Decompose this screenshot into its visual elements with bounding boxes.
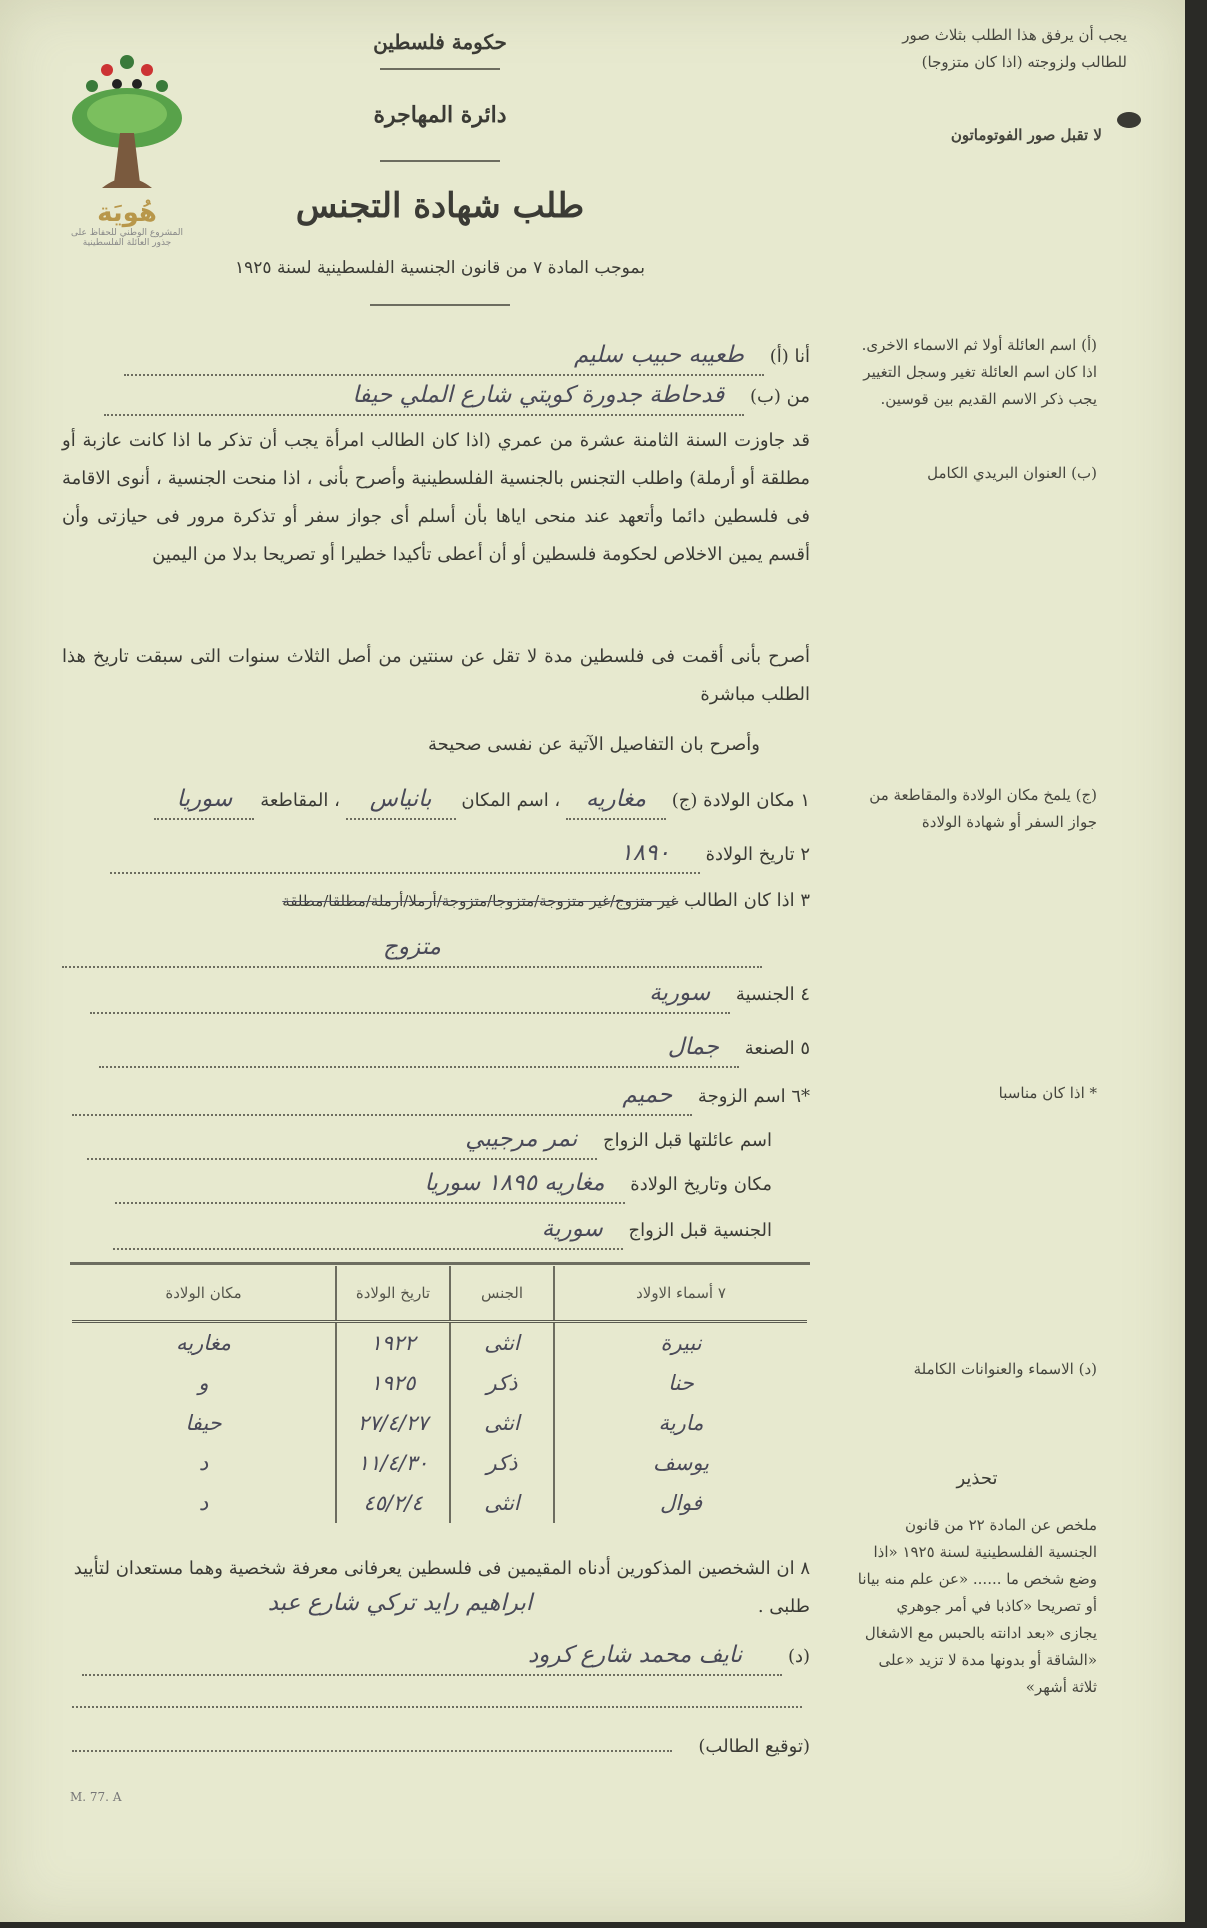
header-divider-1 [380,68,500,70]
child-name-cell: يوسف [554,1443,807,1483]
wife-family-value: نمر مرجيبي [87,1120,597,1160]
warning-title: تحذير [956,1468,998,1489]
wife-nationality-label: الجنسية قبل الزواج [628,1220,772,1241]
child-sex-cell: انثى [450,1403,554,1443]
table-top-rule [70,1262,810,1265]
blank-line-2 [72,1750,672,1752]
applicant-signature-label: (توقيع الطالب) [698,1736,810,1757]
from-label: من (ب) [749,386,810,407]
wife-family-label: اسم عائلتها قبل الزواج [602,1130,772,1151]
nationality-label: ٤ الجنسية [735,984,810,1005]
line-wife-birth [62,1164,772,1204]
child-birthdate-cell: ١٩٢٥ [336,1363,450,1403]
hawiya-logo [62,48,192,268]
child-birthplace-cell: د [198,1451,209,1475]
side-note-b: (ب) العنوان البريدي الكامل [927,464,1097,482]
line-reference-2 [62,1636,810,1676]
line-nationality [62,974,810,1014]
ink-blot [1117,112,1141,128]
child-birthdate-cell: ١١/٤/٣٠ [336,1443,450,1483]
section8-text: ٨ ان الشخصين المذكورين أدناه المقيمين فى فلسطين يعرفانى معرفة شخصية وهما مستعدان لتأييد طلبى . [73,1558,810,1617]
status-label: ٣ اذا كان الطالب [683,890,810,911]
occupation-label: ٥ الصنعة [744,1038,810,1059]
child-name-cell: مارية [554,1403,807,1443]
child-sex-cell: انثى [450,1483,554,1523]
no-photomaton-note: لا تقبل صور الفوتوماتون [950,126,1102,144]
line-i-am [70,336,810,376]
child-birthplace-cell: و [198,1371,209,1395]
side-note-c: (ج) يلمخ مكان الولادة والمقاطعة من جواز السفر أو شهادة الولادة [869,786,1097,831]
children-table-body [72,1322,807,1524]
child-name-cell: حنا [554,1363,807,1403]
wife-birth-value: مغاريه ١٨٩٥ سوريا [115,1164,625,1204]
wife-birth-label: مكان وتاريخ الولادة [630,1174,772,1195]
col-child-name: ٧ أسماء الاولاد [554,1266,807,1322]
form-code: M. 77. A [70,1790,122,1804]
line-status [62,882,810,920]
line-occupation [62,1028,810,1068]
wife-label: *٦ اسم الزوجة [697,1086,810,1107]
logo-subtitle-1: المشروع الوطني للحفاظ على [70,228,183,238]
side-note-a: (أ) اسم العائلة أولا ثم الاسماء الاخرى. اذا كان اسم العائلة تغير وسجل التغيير يجب ذكر الاسم القديم بين قوسين. [861,336,1097,408]
declaration-paragraph: قد جاوزت السنة الثامنة عشرة من عمري (اذا كان الطالب امرأة يجب أن تذكر ما اذا كانت عازبة أو مطلقة أو أرملة) واطلب التجنس بالجنسية الفلسطينية وأصرح بأنى ، اذا منحت الجنسية ، أنوى الاقامة فى فلسطين دائما وأتعهد عند منحى اياها بأن أسلم أى جواز سفر أو تذكرة مرور فى حيازتى وأن أقسم يمين الاخلاص لحكومة فلسطين أو أن أعطى تأكيدا خطيرا أو تصريحا بدلا من اليمين [62,430,810,565]
child-sex-cell: ذكر [450,1363,554,1403]
status-value: متزوج [62,928,762,968]
line-wife [62,1076,810,1116]
child-birthdate-cell: ٢٧/٤/٢٧ [336,1403,450,1443]
child-birthplace-cell: مغاريه [175,1331,232,1355]
government-heading: حكومة فلسطين [373,30,507,54]
birthplace-value: مغاريه [566,780,666,820]
side-note-star: * اذا كان مناسبا [998,1084,1097,1102]
header-divider-2 [380,160,500,162]
place-name-label: ، اسم المكان [461,790,561,811]
line-status-value [62,928,762,968]
wife-nationality-value: سورية [113,1210,623,1250]
wife-value: حميم [72,1076,692,1116]
tree-logo-icon [62,48,192,198]
district-value: سوريا [154,780,254,820]
header-divider-3 [370,304,510,306]
table-row [72,1483,807,1523]
district-label: ، المقاطعة [260,790,340,811]
line-birthdate [62,834,810,874]
logo-name: هُويَة [97,198,157,228]
occupation-value: جمال [99,1028,739,1068]
line-wife-family [62,1120,772,1160]
line-wife-nationality [62,1210,772,1250]
i-am-label: أنا (أ) [769,346,810,367]
d-label: (د) [787,1646,810,1667]
from-value: قدحاطة جدورة كويتي شارع الملي حيفا [104,376,744,416]
warning-body: ملخص عن المادة ٢٢ من قانون الجنسية الفلسطينية لسنة ١٩٢٥ «اذا وضع شخص ما ...... «عن علم منه بيانا أو تصريحا «كاذبا في أمر جوهري يجازى «بعد ادانته بالحبس مع الاشغال «الشاقة أو بدونها مدة لا تزيد «على ثلاثة أشهر» [857,1516,1097,1696]
form-subtitle: بموجب المادة ٧ من قانون الجنسية الفلسطينية لسنة ١٩٢٥ [235,258,645,278]
child-birthdate-cell: ١٩٢٢ [336,1322,450,1364]
details-intro: وأصرح بان التفاصيل الآتية عن نفسى صحيحة [427,734,760,755]
reference-2: نايف محمد شارع كرود [82,1636,782,1676]
i-am-value: طعيبه حبيب سليم [124,336,764,376]
department-heading: دائرة المهاجرة [373,102,507,128]
table-row [72,1403,807,1443]
child-sex-cell: انثى [450,1322,554,1364]
child-birthplace-cell: د [198,1491,209,1515]
birthplace-label: ١ مكان الولادة (ج) [671,790,810,811]
photos-note: يجب أن يرفق هذا الطلب بثلاث صور للطالب ولزوجته (اذا كان متزوجا) [902,26,1127,71]
place-name-value: بانياس [346,780,456,820]
child-sex-cell: ذكر [450,1443,554,1483]
col-birthdate: تاريخ الولادة [336,1266,450,1322]
table-row [72,1322,807,1364]
col-sex: الجنس [450,1266,554,1322]
birthdate-value: ١٨٩٠ [110,834,700,874]
line-birthplace [62,780,810,820]
line-from [70,376,810,416]
logo-subtitle-2: جذور العائلة الفلسطينية [82,238,172,248]
child-birthplace-cell: حيفا [185,1411,222,1435]
nationality-value: سورية [90,974,730,1014]
birthdate-label: ٢ تاريخ الولادة [705,844,810,865]
children-table [72,1266,807,1523]
residence-paragraph: أصرح بأنى أقمت فى فلسطين مدة لا تقل عن سنتين من أصل الثلاث سنوات التى سبقت تاريخ هذا الطلب مباشرة [62,646,810,705]
child-birthdate-cell: ٤٥/٢/٤ [336,1483,450,1523]
table-row [72,1363,807,1403]
blank-line-1 [72,1706,802,1708]
table-row [72,1443,807,1483]
reference-1: ابراهيم رايد تركي شارع عبد [267,1590,533,1616]
side-note-d: (د) الاسماء والعنوانات الكاملة [913,1360,1097,1378]
child-name-cell: نبيرة [554,1322,807,1364]
child-name-cell: فوال [554,1483,807,1523]
form-title: طلب شهادة التجنس [295,186,585,226]
status-options: غير متزوج/غير متزوجة/متزوجا/متزوجة/أرملا/أرملة/مطلقا/مطلقة [282,892,679,910]
col-birthplace: مكان الولادة [72,1266,336,1322]
